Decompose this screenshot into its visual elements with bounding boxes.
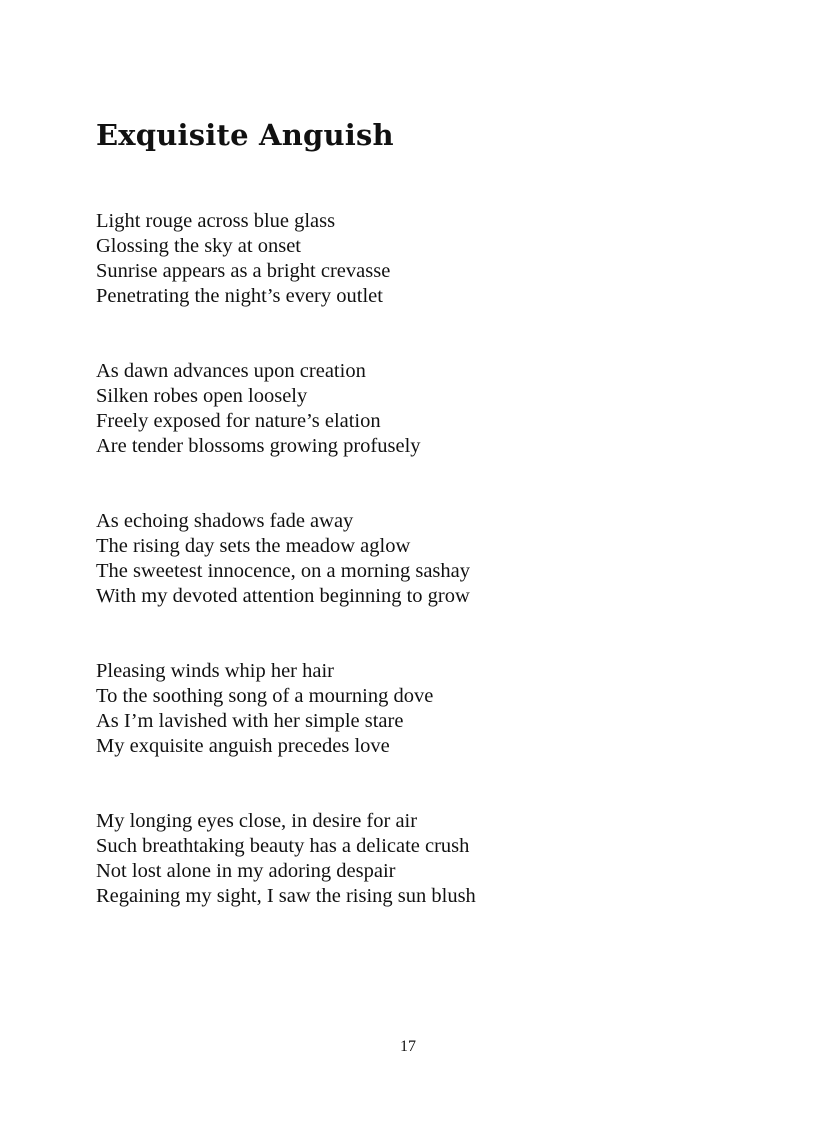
stanza <box>96 659 736 759</box>
poem-line: Pleasing winds whip her hair <box>96 660 334 682</box>
poem-line: Sunrise appears as a bright crevasse <box>96 260 391 282</box>
poem-line: As dawn advances upon creation <box>96 360 366 382</box>
poem-line: My longing eyes close, in desire for air <box>96 810 418 832</box>
poem-line: My exquisite anguish precedes love <box>96 735 390 757</box>
stanza <box>96 809 736 909</box>
poem-line: The sweetest innocence, on a morning sashay <box>96 560 471 582</box>
poem-line: Are tender blossoms growing profusely <box>96 435 421 457</box>
stanza <box>96 359 736 459</box>
poem-line: Light rouge across blue glass <box>96 210 336 232</box>
poem-line: Glossing the sky at onset <box>96 235 301 257</box>
poem-line: As I’m lavished with her simple stare <box>96 710 404 732</box>
stanza <box>96 209 736 309</box>
poem-line: Penetrating the night’s every outlet <box>96 285 383 307</box>
poem-line: Regaining my sight, I saw the rising sun blush <box>96 885 476 907</box>
poem-line: Not lost alone in my adoring despair <box>96 860 396 882</box>
page-number: 17 <box>400 1038 416 1055</box>
stanza <box>96 509 736 609</box>
poem-line: Such breathtaking beauty has a delicate crush <box>96 835 470 857</box>
poem-title: Exquisite Anguish <box>96 118 394 152</box>
poem-body <box>96 209 736 959</box>
poem-line: The rising day sets the meadow aglow <box>96 535 411 557</box>
poem-line: Silken robes open loosely <box>96 385 308 407</box>
poem-line: Freely exposed for nature’s elation <box>96 410 381 432</box>
poem-line: To the soothing song of a mourning dove <box>96 685 434 707</box>
poem-line: With my devoted attention beginning to grow <box>96 585 470 607</box>
poem-line: As echoing shadows fade away <box>96 510 354 532</box>
